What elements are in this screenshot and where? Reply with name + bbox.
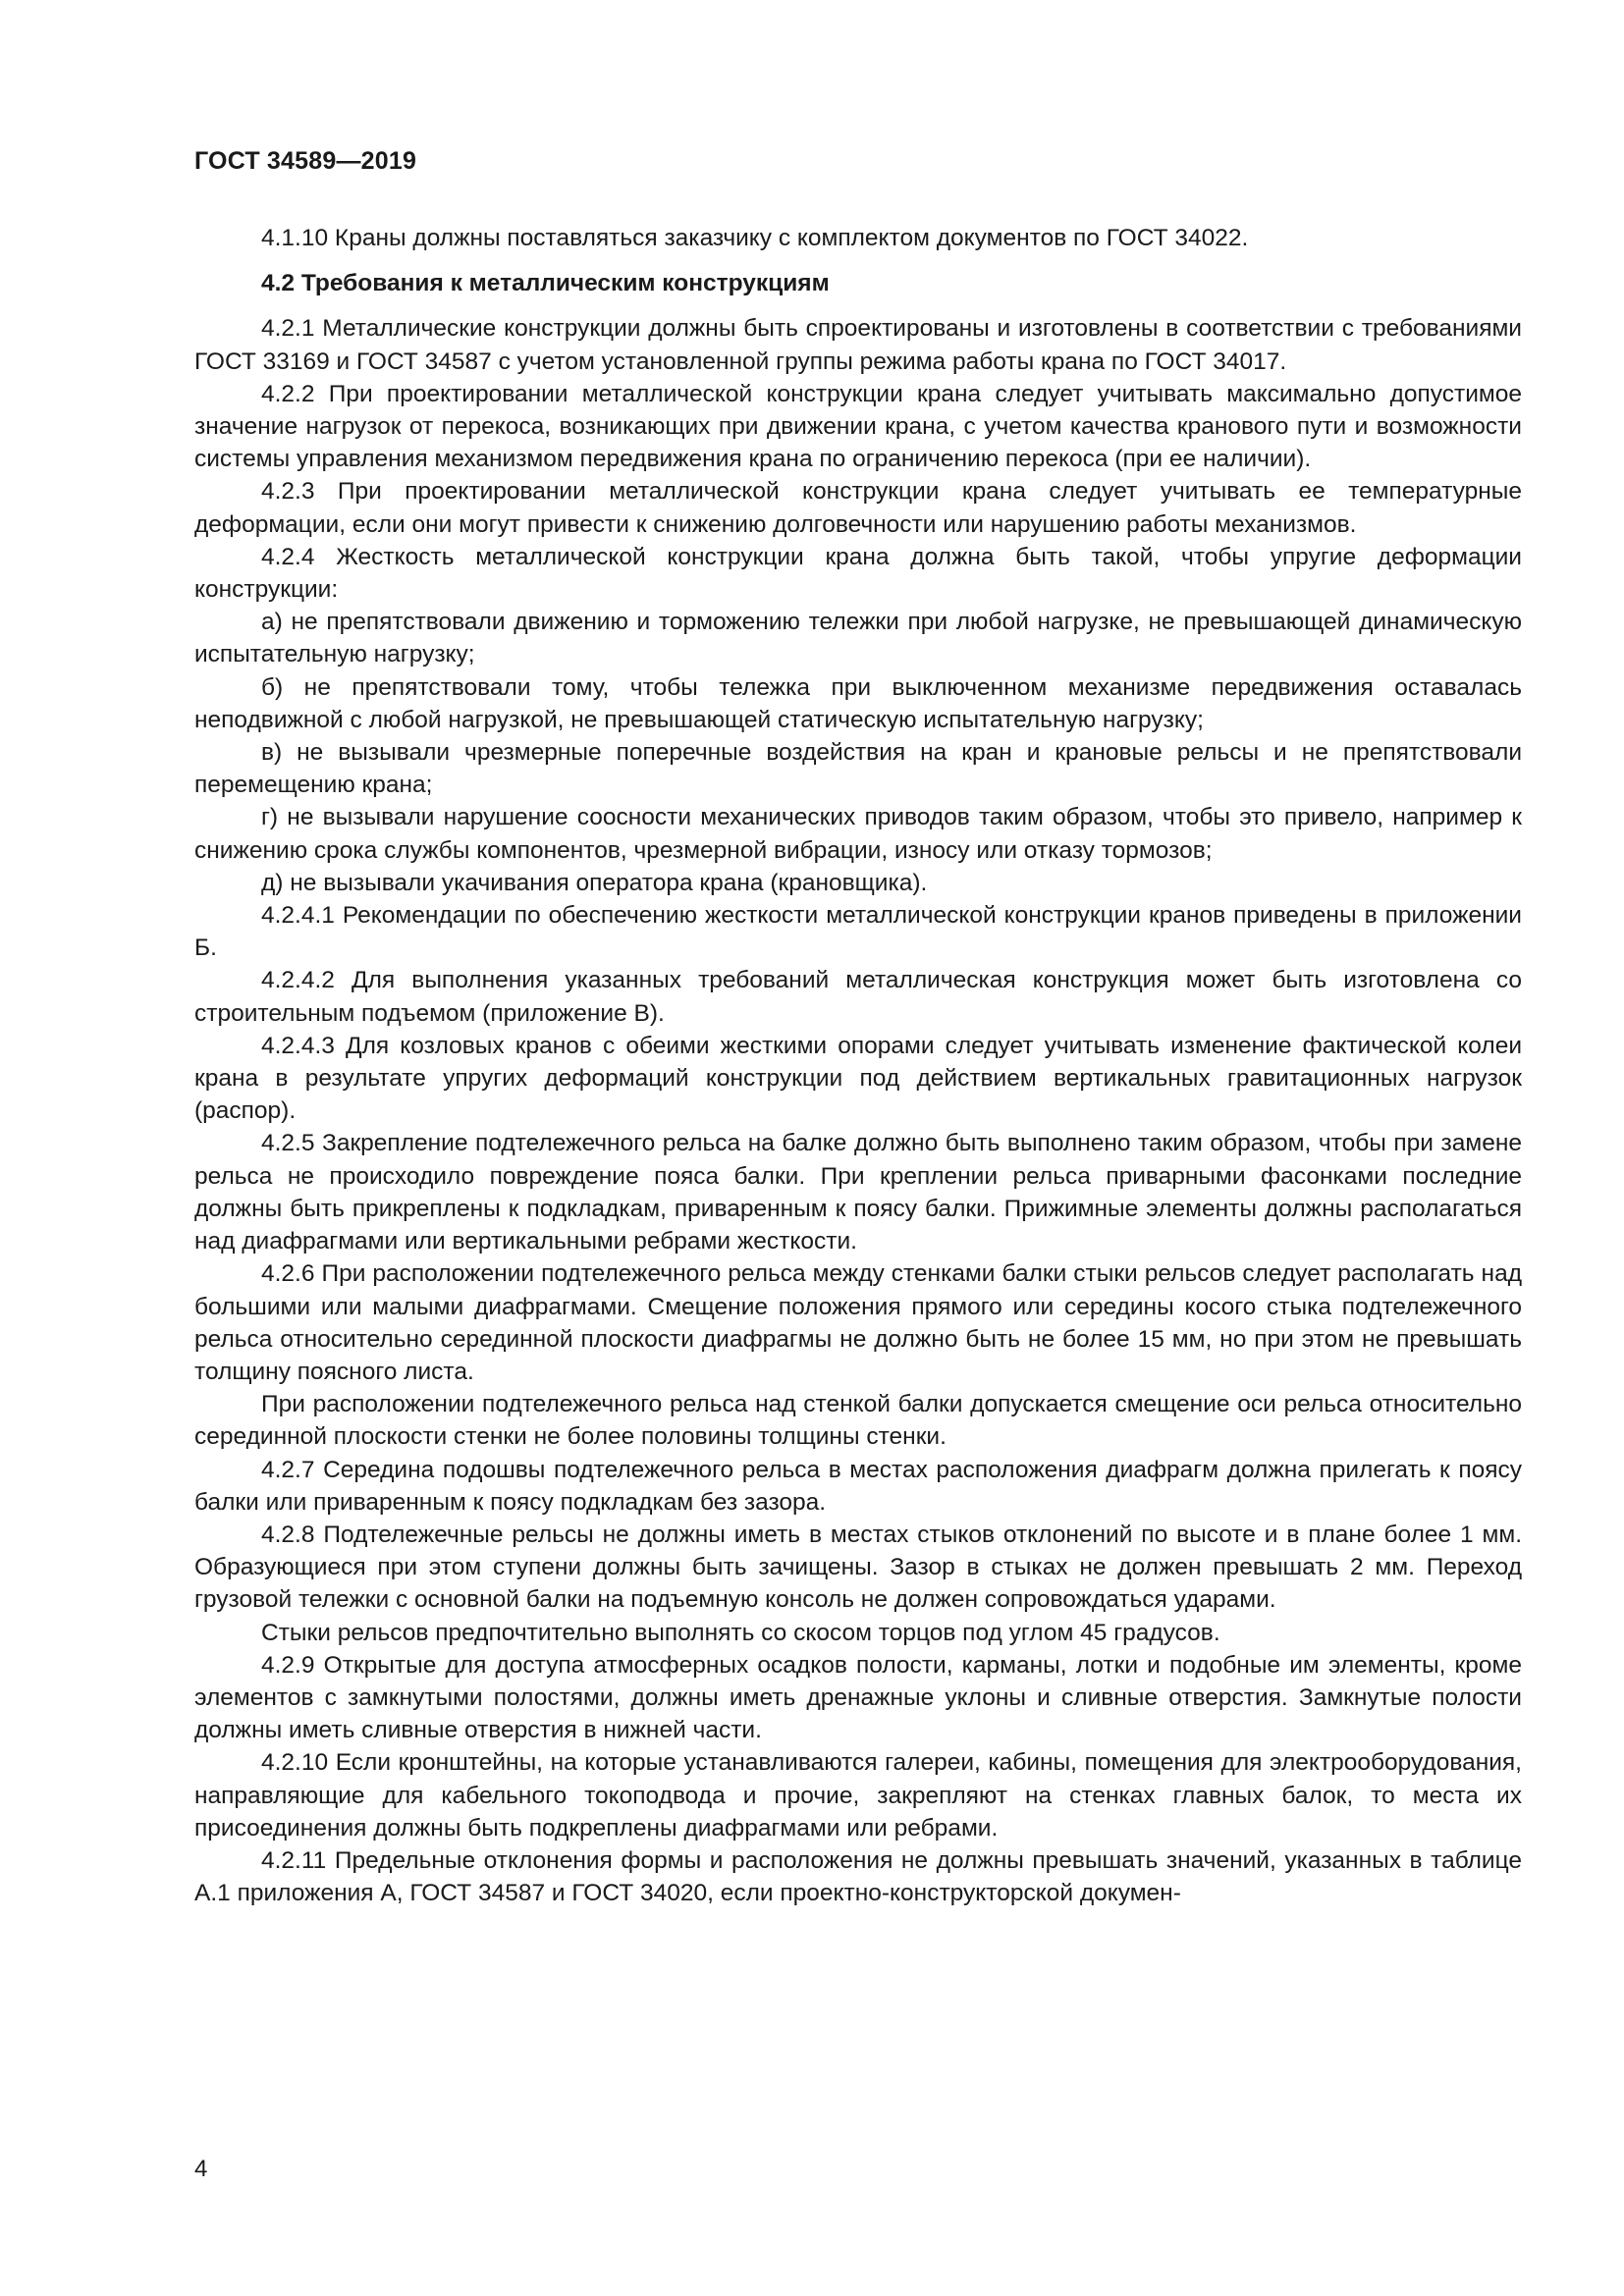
page-number: 4 [194,2156,208,2182]
list-item-d: д) не вызывали укачивания оператора крана (крановщика). [261,869,928,896]
document-header: ГОСТ 34589—2019 [194,147,417,175]
list-item-g: г) не вызывали нарушение соосности механических приводов таким образом, чтобы это привело, например к снижению срока службы компонентов, чрезмерной вибрации, износу или отказу тормозов; [194,804,1522,864]
clause-4-2-8: 4.2.8 Подтележечные рельсы не должны иметь в местах стыков отклонений по высоте и в плане более 1 мм. Образующиеся при этом ступени должны быть зачищены. Зазор в стыках не должен превышать 2 мм. Переход грузовой тележки с основной балки на подъемную консоль не должен сопровождаться ударами. [194,1521,1522,1614]
list-item-v: в) не вызывали чрезмерные поперечные воздействия на кран и крановые рельсы и не препятствовали перемещению крана; [194,739,1522,799]
section-heading-4-2: 4.2 Требования к металлическим конструкциям [261,270,830,297]
clause-4-2-11: 4.2.11 Предельные отклонения формы и расположения не должны превышать значений, указанных в таблице А.1 приложения А, ГОСТ 34587 и ГОСТ 34020, если проектно-конструкторской докумен- [194,1846,1522,1907]
list-item-b: б) не препятствовали тому, чтобы тележка при выключенном механизме передвижения оставалась неподвижной с любой нагрузкой, не превышающей статическую испытательную нагрузку; [194,673,1522,733]
clause-4-2-6: 4.2.6 При расположении подтележечного рельса между стенками балки стыки рельсов следует располагать над большими или малыми диафрагмами. Смещение положения прямого или середины косого стыка подтележечного рельса относительно серединной плоскости диафрагмы не должно быть не более 15 мм, но при этом не превышать толщину поясного листа. [194,1260,1522,1385]
clause-4-2-4-2: 4.2.4.2 Для выполнения указанных требований металлическая конструкция может быть изготовлена со строительным подъемом (приложение В). [194,967,1522,1027]
clause-4-2-6-note: При расположении подтележечного рельса над стенкой балки допускается смещение оси рельса относительно серединной плоскости стенки не более половины толщины стенки. [194,1391,1522,1451]
clause-4-2-10: 4.2.10 Если кронштейны, на которые устанавливаются галереи, кабины, помещения для электрооборудования, направляющие для кабельного токоподвода и прочие, закрепляют на стенках главных балок, то места их присоединения должны быть подкреплены диафрагмами или ребрами. [194,1749,1522,1842]
clause-4-2-4: 4.2.4 Жесткость металлической конструкции крана должна быть такой, чтобы упругие деформации конструкции: [194,543,1522,604]
clause-4-2-9: 4.2.9 Открытые для доступа атмосферных осадков полости, карманы, лотки и подобные им элементы, кроме элементов с замкнутыми полостями, должны иметь дренажные уклоны и сливные отверстия. Замкнутые полости должны иметь сливные отверстия в нижней части. [194,1651,1522,1744]
clause-4-2-8-note: Стыки рельсов предпочтительно выполнять со скосом торцов под углом 45 градусов. [261,1619,1220,1646]
clause-4-2-5: 4.2.5 Закрепление подтележечного рельса на балке должно быть выполнено таким образом, чтобы при замене рельса не происходило повреждение пояса балки. При креплении рельса приварными фасонками последние должны быть прикреплены к подкладкам, приваренным к поясу балки. Прижимные элементы должны располагаться над диафрагмами или вертикальными ребрами жесткости. [194,1130,1522,1255]
document-body [194,222,1522,1909]
clause-4-1-10: 4.1.10 Краны должны поставляться заказчику с комплектом документов по ГОСТ 34022. [261,225,1249,251]
list-item-a: а) не препятствовали движению и торможению тележки при любой нагрузке, не превышающей динамическую испытательную нагрузку; [194,609,1522,668]
clause-4-2-4-1: 4.2.4.1 Рекомендации по обеспечению жесткости металлической конструкции кранов приведены в приложении Б. [194,902,1522,962]
clause-4-2-3: 4.2.3 При проектировании металлической конструкции крана следует учитывать ее температурные деформации, если они могут привести к снижению долговечности или нарушению работы механизмов. [194,478,1522,538]
clause-4-2-7: 4.2.7 Середина подошвы подтележечного рельса в местах расположения диафрагм должна прилегать к поясу балки или приваренным к поясу подкладкам без зазора. [194,1456,1522,1516]
clause-4-2-1: 4.2.1 Металлические конструкции должны быть спроектированы и изготовлены в соответствии с требованиями ГОСТ 33169 и ГОСТ 34587 с учетом установленной группы режима работы крана по ГОСТ 34017. [194,315,1522,375]
clause-4-2-4-3: 4.2.4.3 Для козловых кранов с обеими жесткими опорами следует учитывать изменение фактической колеи крана в результате упругих деформаций конструкции под действием вертикальных гравитационных нагрузок (распор). [194,1032,1522,1125]
clause-4-2-2: 4.2.2 При проектировании металлической конструкции крана следует учитывать максимально допустимое значение нагрузок от перекоса, возникающих при движении крана, с учетом качества кранового пути и возможности системы управления механизмом передвижения крана по ограничению перекоса (при ее наличии). [194,380,1522,473]
